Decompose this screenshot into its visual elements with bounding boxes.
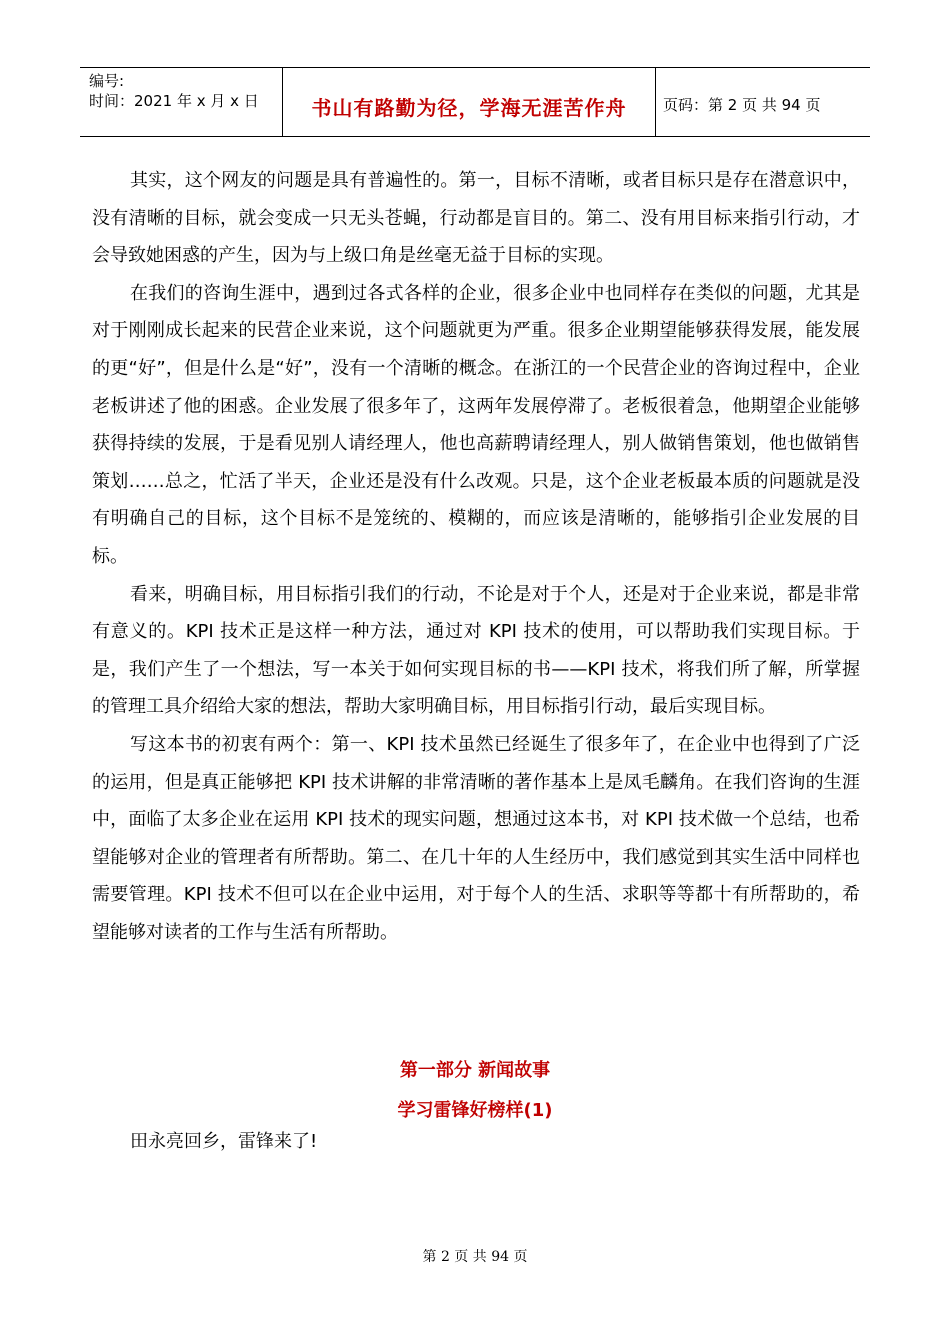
body-paragraph: 看来，明确目标，用目标指引我们的行动，不论是对于个人，还是对于企业来说，都是非常有意义的。KPI 技术正是这样一种方法，通过对 KPI 技术的使用，可以帮助我们实现目标。于是，我们产生了一个想法，写一本关于如何实现目标的书——KPI 技术，将我们所了解，所掌握的管理工具介绍给大家的想法，帮助大家明确目标，用目标指引行动，最后实现目标。 [92, 583, 860, 718]
header-page-info: 页码：第 2 页 共 94 页 [663, 96, 821, 114]
page-footer: 第 2 页 共 94 页 [422, 1249, 528, 1265]
part-title: 第一部分 新闻故事 [399, 1060, 551, 1081]
page-header [80, 67, 870, 137]
document-date-label: 时间：2021 年 x 月 x 日 [89, 92, 259, 110]
header-motto-cell [282, 68, 656, 136]
body-paragraph: 其实，这个网友的问题是具有普遍性的。第一，目标不清晰，或者目标只是存在潜意识中，没有清晰的目标，就会变成一只无头苍蝇，行动都是盲目的。第二、没有用目标来指引行动，才会导致她困惑的产生，因为与上级口角是丝毫无益于目标的实现。 [92, 170, 860, 267]
header-meta-cell [80, 68, 282, 136]
document-body [92, 162, 860, 951]
body-paragraph: 写这本书的初衷有两个：第一、KPI 技术虽然已经诞生了很多年了，在企业中也得到了广泛的运用，但是真正能够把 KPI 技术讲解的非常清晰的著作基本上是凤毛麟角。在我们咨询的生涯中，面临了太多企业在运用 KPI 技术的现实问题，想通过这本书，对 KPI 技术做一个总结，也希望能够对企业的管理者有所帮助。第二、在几十年的人生经历中，我们感觉到其实生活中同样也需要管理。KPI 技术不但可以在企业中运用，对于每个人的生活、求职等等都十有所帮助的，希望能够对读者的工作与生活有所帮助。 [92, 733, 860, 943]
header-page-cell [655, 68, 870, 136]
story-title: 学习雷锋好榜样(1) [397, 1100, 553, 1121]
story-first-line: 田永亮回乡，雷锋来了! [130, 1131, 318, 1152]
document-number-label: 编号: [89, 72, 125, 90]
body-paragraph: 在我们的咨询生涯中，遇到过各式各样的企业，很多企业中也同样存在类似的问题，尤其是对于刚刚成长起来的民营企业来说，这个问题就更为严重。很多企业期望能够获得发展，能发展的更“好”，但是什么是“好”，没有一个清晰的概念。在浙江的一个民营企业的咨询过程中，企业老板讲述了他的困惑。企业发展了很多年了，这两年发展停滞了。老板很着急，他期望企业能够获得持续的发展，于是看见别人请经理人，他也高薪聘请经理人，别人做销售策划，他也做销售策划……总之，忙活了半天，企业还是没有什么改观。只是，这个企业老板最本质的问题就是没有明确自己的目标，这个目标不是笼统的、模糊的，而应该是清晰的，能够指引企业发展的目标。 [92, 282, 860, 567]
header-motto: 书山有路勤为径，学海无涯苦作舟 [311, 96, 627, 120]
